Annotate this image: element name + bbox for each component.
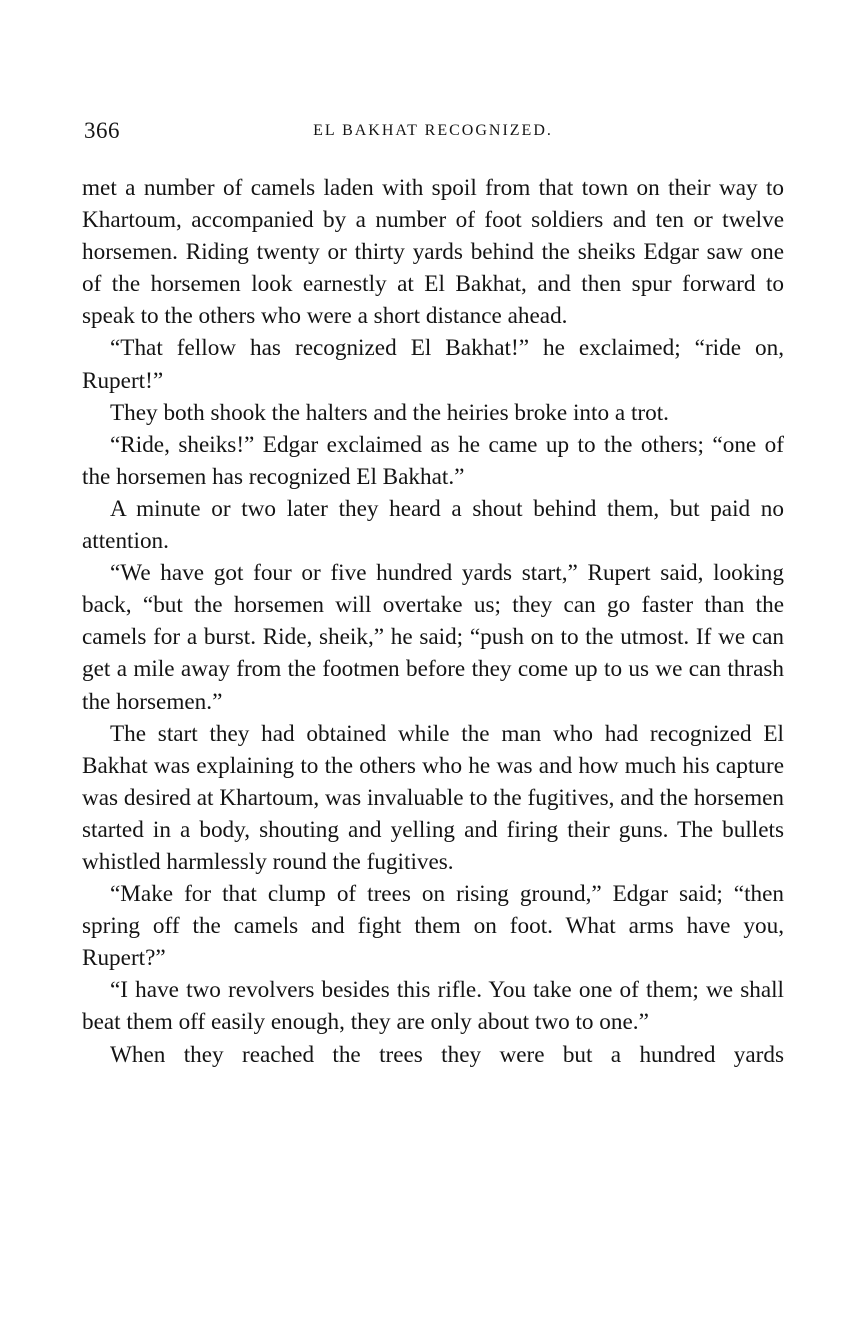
paragraph-4: “Ride, sheiks!” Edgar exclaimed as he came up to the others; “one of the horsemen has recognized El Bakhat.” (82, 431, 784, 490)
paragraph-10: When they reached the trees they were but a hundred yards (110, 1041, 784, 1068)
paragraph-2: “That fellow has recognized El Bakhat!” he exclaimed; “ride on, Rupert!” (82, 335, 784, 394)
paragraph-9: “I have two revolvers besides this rifle. You take one of them; we shall beat them off easily enough, they are only about two to one.” (82, 977, 784, 1036)
page-number: 366 (84, 118, 120, 143)
paragraph-3: They both shook the halters and the heiries broke into a trot. (110, 399, 669, 426)
paragraph-1: met a number of camels laden with spoil from that town on their way to Khartoum, accompanied by a number of foot soldiers and ten or twelve horsemen. Riding twenty or thirty yards behind the sheiks Edgar saw one of the horsemen look earnestly at El Bakhat, and then spur forward to speak to the others who were a short distance ahead. (82, 175, 784, 330)
body-text (82, 172, 784, 1071)
paragraph-6: “We have got four or five hundred yards start,” Rupert said, looking back, “but the horsemen will overtake us; they can go faster than the camels for a burst. Ride, sheik,” he said; “push on to the utmost. If we can get a mile away from the footmen before they come up to us we can thrash the horsemen.” (82, 560, 784, 715)
paragraph-7: The start they had obtained while the man who had recognized El Bakhat was explaining to the others who he was and how much his capture was desired at Khartoum, was invaluable to the fugitives, and the horsemen started in a body, shouting and yelling and firing their guns. The bullets whistled harmlessly round the fugitives. (82, 720, 784, 875)
paragraph-5: A minute or two later they heard a shout behind them, but paid no attention. (82, 495, 784, 555)
book-page (82, 118, 784, 1071)
running-header (82, 118, 784, 154)
paragraph-8: “Make for that clump of trees on rising ground,” Edgar said; “then spring off the camels and fight them on foot. What arms have you, Rupert?” (82, 881, 784, 972)
chapter-running-title: EL BAKHAT RECOGNIZED. (313, 122, 553, 139)
